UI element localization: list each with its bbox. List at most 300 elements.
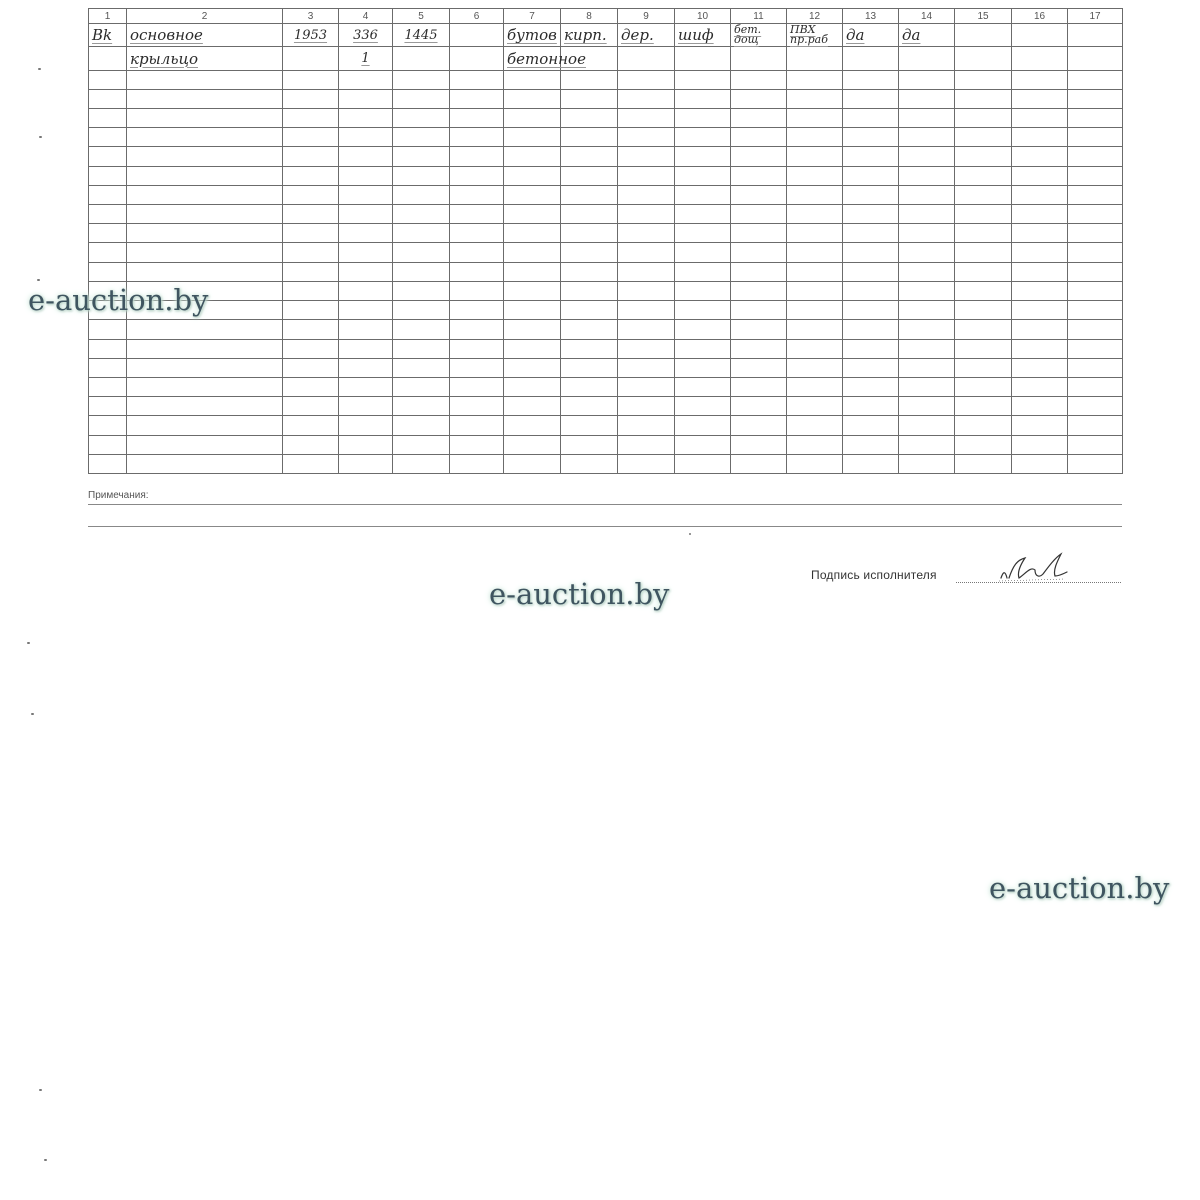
table-cell-empty [504, 454, 561, 473]
table-cell-empty [339, 435, 393, 454]
table-cell-empty [504, 224, 561, 243]
table-cell [1012, 24, 1068, 47]
table-cell-empty [899, 224, 955, 243]
table-cell-empty [955, 358, 1012, 377]
table-cell-empty [339, 70, 393, 89]
table-cell-empty [899, 358, 955, 377]
table-cell-empty [675, 185, 731, 204]
table-cell-empty [787, 224, 843, 243]
table-cell-empty [618, 109, 675, 128]
table-row-empty [89, 109, 1123, 128]
table-cell-empty [618, 89, 675, 108]
table-cell-empty [504, 435, 561, 454]
scan-speck [44, 1159, 47, 1161]
table-cell-empty [89, 185, 127, 204]
table-cell-empty [89, 416, 127, 435]
table-cell-empty [127, 243, 283, 262]
table-cell-empty [675, 205, 731, 224]
table-cell-empty [450, 320, 504, 339]
table-cell-empty [89, 262, 127, 281]
table-cell-empty [787, 89, 843, 108]
column-number: 15 [955, 9, 1012, 24]
table-cell-empty [393, 397, 450, 416]
table-row [89, 24, 1123, 47]
table-cell-empty [283, 454, 339, 473]
column-number: 3 [283, 9, 339, 24]
table-cell-empty [955, 377, 1012, 396]
table-cell-empty [504, 243, 561, 262]
scan-speck [37, 279, 40, 281]
table-cell-empty [1068, 301, 1123, 320]
table-cell-empty [283, 89, 339, 108]
table-row-empty [89, 243, 1123, 262]
table-cell [955, 24, 1012, 47]
table-cell-empty [561, 454, 618, 473]
table-cell-empty [283, 339, 339, 358]
table-cell: кирп. [561, 24, 618, 47]
table-cell-empty [450, 416, 504, 435]
table-cell-empty [675, 397, 731, 416]
table-cell-empty [339, 262, 393, 281]
table-row-empty [89, 301, 1123, 320]
table-cell-empty [1068, 377, 1123, 396]
table-cell-empty [1068, 70, 1123, 89]
table-cell-empty [1068, 281, 1123, 300]
table-cell-empty [787, 377, 843, 396]
table-cell-empty [1012, 320, 1068, 339]
table-cell-empty [1068, 243, 1123, 262]
table-cell-empty [127, 89, 283, 108]
table-cell-empty [339, 205, 393, 224]
table-cell-empty [127, 70, 283, 89]
table-cell-empty [955, 166, 1012, 185]
table-cell-empty [561, 262, 618, 281]
table-cell-empty [89, 70, 127, 89]
table-cell: бет. дощ [731, 24, 787, 47]
table-cell-empty [127, 435, 283, 454]
table-row-empty [89, 185, 1123, 204]
table-cell-empty [283, 128, 339, 147]
table-cell-empty [127, 339, 283, 358]
table-cell-empty [450, 243, 504, 262]
table-cell-empty [127, 262, 283, 281]
table-cell-empty [393, 205, 450, 224]
table-cell-empty [127, 377, 283, 396]
table-cell-empty [1068, 358, 1123, 377]
table-cell-empty [731, 224, 787, 243]
table-cell-empty [339, 166, 393, 185]
table-cell-empty [127, 109, 283, 128]
table-cell-empty [731, 205, 787, 224]
table-cell-empty [504, 358, 561, 377]
table-cell-empty [89, 243, 127, 262]
table-cell-empty [899, 320, 955, 339]
watermark: e-auction.by [989, 871, 1170, 905]
column-number: 1 [89, 9, 127, 24]
table-cell-empty [561, 185, 618, 204]
table-cell-empty [675, 454, 731, 473]
table-cell: да [843, 24, 899, 47]
table-cell-empty [675, 301, 731, 320]
table-cell-empty [339, 358, 393, 377]
table-cell-empty [618, 243, 675, 262]
table-cell-empty [393, 435, 450, 454]
table-cell-empty [731, 243, 787, 262]
signature-label: Подпись исполнителя [811, 568, 937, 582]
table-cell-empty [843, 224, 899, 243]
table-cell-empty [561, 166, 618, 185]
table-cell-empty [843, 397, 899, 416]
table-cell-empty [955, 147, 1012, 166]
table-cell-empty [450, 166, 504, 185]
table-cell-empty [731, 397, 787, 416]
table-cell-empty [283, 166, 339, 185]
signature-mark [995, 548, 1075, 588]
table-cell-empty [787, 435, 843, 454]
table-cell-empty [127, 416, 283, 435]
table-cell-empty [283, 224, 339, 243]
table-cell-empty [450, 128, 504, 147]
table-cell-empty [504, 70, 561, 89]
register-table [88, 8, 1123, 474]
table-row-empty [89, 358, 1123, 377]
table-cell-empty [561, 147, 618, 166]
column-number: 6 [450, 9, 504, 24]
table-cell-empty [731, 262, 787, 281]
table-cell [450, 24, 504, 47]
table-cell-empty [450, 281, 504, 300]
table-cell-empty [1068, 185, 1123, 204]
table-cell-empty [339, 416, 393, 435]
table-cell-empty [899, 166, 955, 185]
column-number: 4 [339, 9, 393, 24]
table-cell [393, 47, 450, 70]
table-cell-empty [787, 205, 843, 224]
table-cell-empty [393, 147, 450, 166]
table-cell-empty [127, 205, 283, 224]
table-cell-empty [899, 89, 955, 108]
table-cell-empty [843, 147, 899, 166]
table-cell-empty [393, 262, 450, 281]
table-cell-empty [561, 205, 618, 224]
watermark: e-auction.by [28, 283, 209, 317]
table-cell-empty [504, 147, 561, 166]
table-cell-empty [283, 70, 339, 89]
table-cell-empty [731, 435, 787, 454]
table-cell-empty [504, 185, 561, 204]
table-cell-empty [127, 166, 283, 185]
table-cell-empty [504, 416, 561, 435]
table-cell-empty [283, 262, 339, 281]
table-row [89, 47, 1123, 70]
table-cell-empty [843, 435, 899, 454]
table-cell-empty [450, 70, 504, 89]
table-cell-empty [89, 358, 127, 377]
table-cell-empty [843, 339, 899, 358]
table-cell-empty [787, 128, 843, 147]
table-cell-empty [339, 185, 393, 204]
table-cell-empty [393, 128, 450, 147]
table-cell-empty [1068, 89, 1123, 108]
table-cell-empty [561, 397, 618, 416]
table-cell-empty [618, 128, 675, 147]
table-cell-empty [1068, 454, 1123, 473]
table-cell-empty [843, 416, 899, 435]
table-cell-empty [339, 109, 393, 128]
table-cell-empty [618, 185, 675, 204]
column-number: 9 [618, 9, 675, 24]
table-cell-empty [1012, 147, 1068, 166]
table-cell-empty [787, 339, 843, 358]
table-cell-empty [955, 128, 1012, 147]
table-cell-empty [339, 454, 393, 473]
table-cell [843, 47, 899, 70]
table-cell-empty [955, 205, 1012, 224]
table-cell-empty [504, 166, 561, 185]
table-cell-empty [89, 377, 127, 396]
table-cell-empty [731, 358, 787, 377]
table-cell-empty [899, 109, 955, 128]
column-number: 2 [127, 9, 283, 24]
table-cell-empty [618, 70, 675, 89]
table-cell-empty [955, 339, 1012, 358]
table-row-empty [89, 166, 1123, 185]
table-cell-empty [899, 377, 955, 396]
table-cell-empty [1012, 281, 1068, 300]
column-number: 12 [787, 9, 843, 24]
column-number: 7 [504, 9, 561, 24]
table-cell-empty [843, 454, 899, 473]
table-cell-empty [618, 358, 675, 377]
table-cell-empty [504, 262, 561, 281]
table-cell-empty [1012, 339, 1068, 358]
table-cell-empty [127, 454, 283, 473]
table-cell-empty [675, 435, 731, 454]
table-cell-empty [283, 397, 339, 416]
table-cell-empty [899, 339, 955, 358]
table-cell-empty [1012, 435, 1068, 454]
table-cell-empty [561, 416, 618, 435]
table-cell-empty [1012, 224, 1068, 243]
table-cell-empty [843, 358, 899, 377]
table-cell [899, 47, 955, 70]
table-cell-empty [450, 205, 504, 224]
table-cell-empty [393, 454, 450, 473]
table-cell-empty [787, 147, 843, 166]
table-cell: да [899, 24, 955, 47]
table-cell-empty [955, 435, 1012, 454]
table-cell-empty [899, 262, 955, 281]
table-cell-empty [339, 281, 393, 300]
table-cell-empty [561, 339, 618, 358]
table-cell [283, 47, 339, 70]
table-cell-empty [618, 320, 675, 339]
table-cell-empty [899, 397, 955, 416]
table-cell-empty [787, 301, 843, 320]
table-cell-empty [339, 301, 393, 320]
table-cell-empty [675, 243, 731, 262]
table-cell-empty [393, 70, 450, 89]
table-cell-empty [89, 339, 127, 358]
table-cell [1068, 24, 1123, 47]
table-cell-empty [89, 435, 127, 454]
table-cell: основное [127, 24, 283, 47]
table-cell-empty [618, 262, 675, 281]
table-cell [787, 47, 843, 70]
table-cell-empty [955, 454, 1012, 473]
table-cell-empty [504, 320, 561, 339]
table-cell-empty [561, 224, 618, 243]
table-cell-empty [1068, 435, 1123, 454]
column-number-row [89, 9, 1123, 24]
table-cell-empty [618, 435, 675, 454]
table-cell-empty [899, 301, 955, 320]
table-cell: ПВХ пр.раб [787, 24, 843, 47]
table-row-empty [89, 397, 1123, 416]
table-cell-empty [561, 243, 618, 262]
table-cell-empty [561, 70, 618, 89]
table-cell-empty [1068, 320, 1123, 339]
table-cell-empty [843, 166, 899, 185]
table-cell-empty [450, 89, 504, 108]
table-cell-empty [1012, 70, 1068, 89]
table-cell-empty [1012, 89, 1068, 108]
table-cell-empty [393, 358, 450, 377]
scan-speck [31, 713, 34, 715]
table-cell-empty [843, 185, 899, 204]
table-cell-empty [89, 397, 127, 416]
table-cell-empty [89, 147, 127, 166]
table-row-empty [89, 128, 1123, 147]
table-row-empty [89, 147, 1123, 166]
table-cell-empty [339, 128, 393, 147]
table-cell-empty [1068, 397, 1123, 416]
table-row-empty [89, 281, 1123, 300]
table-cell-empty [504, 128, 561, 147]
table-cell-empty [618, 339, 675, 358]
table-cell-empty [731, 454, 787, 473]
table-row-empty [89, 224, 1123, 243]
table-cell-empty [843, 128, 899, 147]
table-cell-empty [843, 301, 899, 320]
table-cell-empty [283, 109, 339, 128]
table-cell-empty [1068, 205, 1123, 224]
notes-line [88, 504, 1122, 505]
table-cell-empty [89, 89, 127, 108]
table-cell-empty [843, 262, 899, 281]
table-row-empty [89, 320, 1123, 339]
scan-speck [39, 1089, 42, 1091]
table-cell-empty [561, 128, 618, 147]
table-cell-empty [504, 89, 561, 108]
table-cell-empty [899, 243, 955, 262]
table-cell [731, 47, 787, 70]
table-cell-empty [127, 358, 283, 377]
table-cell-empty [787, 454, 843, 473]
table-cell [450, 47, 504, 70]
table-cell-empty [127, 185, 283, 204]
table-cell-empty [731, 128, 787, 147]
table-cell-empty [787, 358, 843, 377]
table-cell-empty [504, 205, 561, 224]
table-cell: 1445 [393, 24, 450, 47]
table-cell-empty [899, 70, 955, 89]
table-cell-empty [955, 301, 1012, 320]
table-cell-empty [1068, 262, 1123, 281]
table-cell-empty [618, 166, 675, 185]
table-cell-empty [899, 128, 955, 147]
table-cell-empty [955, 70, 1012, 89]
notes-line [88, 526, 1122, 527]
table-cell-empty [1012, 262, 1068, 281]
table-cell-empty [393, 224, 450, 243]
table-cell-empty [787, 416, 843, 435]
table-cell: бетонное [504, 47, 561, 70]
table-cell-empty [283, 243, 339, 262]
table-cell-empty [899, 281, 955, 300]
table-cell-empty [675, 70, 731, 89]
table-cell-empty [787, 262, 843, 281]
table-cell-empty [1012, 416, 1068, 435]
table-cell-empty [1012, 205, 1068, 224]
table-cell-empty [675, 358, 731, 377]
table-cell-empty [675, 339, 731, 358]
table-row-empty [89, 416, 1123, 435]
table-cell-empty [339, 339, 393, 358]
table-cell-empty [675, 89, 731, 108]
table-cell-empty [561, 281, 618, 300]
table-cell-empty [731, 339, 787, 358]
table-cell-empty [339, 224, 393, 243]
table-cell-empty [843, 320, 899, 339]
table-row-empty [89, 262, 1123, 281]
column-number: 8 [561, 9, 618, 24]
table-cell-empty [283, 205, 339, 224]
table-cell-empty [731, 281, 787, 300]
table-cell-empty [618, 416, 675, 435]
table-cell-empty [504, 377, 561, 396]
table-cell-empty [618, 224, 675, 243]
table-cell-empty [561, 89, 618, 108]
table-cell-empty [283, 281, 339, 300]
table-row-empty [89, 377, 1123, 396]
table-cell-empty [450, 339, 504, 358]
table-cell-empty [1068, 147, 1123, 166]
table-cell-empty [561, 320, 618, 339]
table-cell-empty [1068, 166, 1123, 185]
column-number: 16 [1012, 9, 1068, 24]
table-cell [1012, 47, 1068, 70]
table-cell-empty [899, 416, 955, 435]
table-cell-empty [1012, 185, 1068, 204]
table-cell-empty [618, 205, 675, 224]
table-cell-empty [393, 109, 450, 128]
table-cell-empty [618, 377, 675, 396]
table-cell-empty [339, 320, 393, 339]
table-cell-empty [504, 109, 561, 128]
table-cell-empty [675, 262, 731, 281]
table-cell-empty [450, 185, 504, 204]
table-cell [955, 47, 1012, 70]
table-cell-empty [1012, 166, 1068, 185]
table-cell-empty [1068, 128, 1123, 147]
table-cell-empty [450, 397, 504, 416]
table-cell-empty [89, 320, 127, 339]
table-cell-empty [675, 416, 731, 435]
table-cell-empty [283, 377, 339, 396]
table-cell-empty [787, 185, 843, 204]
table-cell-empty [675, 128, 731, 147]
